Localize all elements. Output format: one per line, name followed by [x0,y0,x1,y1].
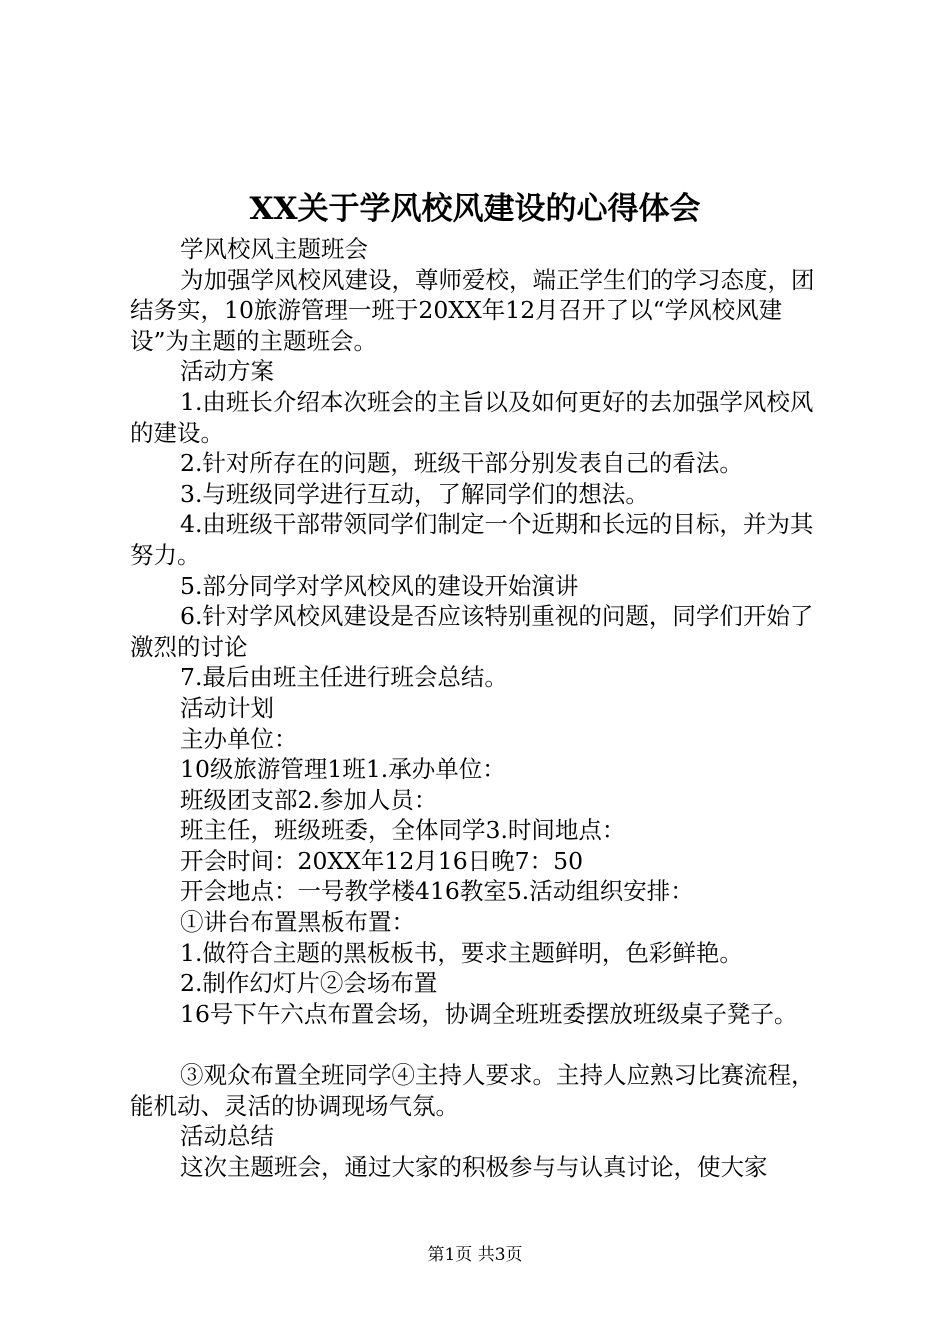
paragraph: 班主任，班级班委，全体同学3.时间地点： [180,816,626,845]
paragraph: 7.最后由班主任进行班会总结。 [180,663,508,692]
document-body [130,234,830,1182]
paragraph: 这次主题班会，通过大家的积极参与与认真讨论，使大家 [180,1152,768,1181]
paragraph: 活动计划 [180,693,274,722]
paragraph: 3.与班级同学进行互动，了解同学们的想法。 [180,479,649,508]
paragraph: 学风校风主题班会 [180,235,368,263]
blank-line [130,1029,830,1060]
paragraph: 2.制作幻灯片②会场布置 [180,969,438,998]
paragraph: 10级旅游管理1班1.承办单位： [180,755,506,784]
paragraph: 4.由班级干部带领同学们制定一个近期和长远的目标，并为其努力。 [130,510,814,569]
paragraph: 1.做符合主题的黑板板书，要求主题鲜明，色彩鲜艳。 [180,938,743,967]
paragraph: 16号下午六点布置会场，协调全班班委摆放班级桌子凳子。 [180,999,798,1028]
paragraph: 班级团支部2.参加人员： [180,785,438,814]
document-title: XX关于学风校风建设的心得体会 [249,191,701,227]
paragraph: 2.针对所存在的问题，班级干部分别发表自己的看法。 [180,449,743,478]
paragraph: 5.部分同学对学风校风的建设开始演讲 [180,571,579,600]
paragraph: 6.针对学风校风建设是否应该特别重视的问题，同学们开始了激烈的讨论 [130,602,814,661]
paragraph: 活动总结 [180,1122,274,1151]
paragraph: 活动方案 [180,357,274,386]
paragraph: 主办单位： [180,724,298,753]
page-footer: 第1页 共3页 [427,1245,523,1265]
paragraph: 开会地点：一号教学楼416教室5.活动组织安排： [180,877,694,906]
paragraph: 为加强学风校风建设，尊师爱校，端正学生们的学习态度，团结务实，10旅游管理一班于20XX年12月召开了以“学风校风建设”为主题的主题班会。 [130,265,815,355]
paragraph: ①讲台布置黑板布置： [180,908,415,937]
paragraph: 1.由班长介绍本次班会的主旨以及如何更好的去加强学风校风的建设。 [130,387,814,447]
paragraph: 开会时间：20XX年12月16日晚7：50 [180,846,584,875]
paragraph: ③观众布置全班同学④主持人要求。主持人应熟习比赛流程，能机动、灵活的协调现场气氛。 [130,1061,815,1120]
